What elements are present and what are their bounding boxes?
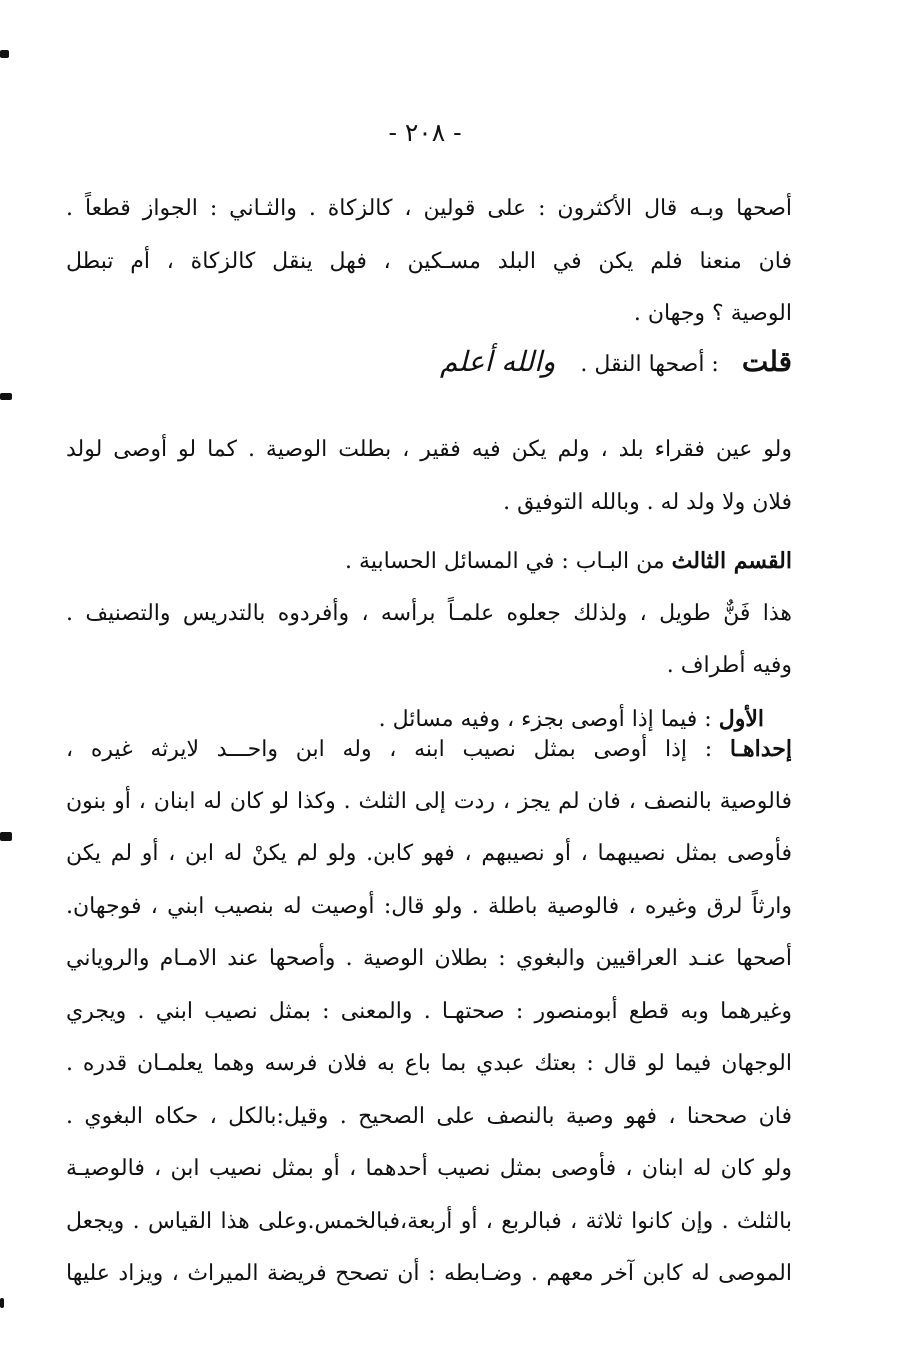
paragraph-1 <box>66 183 792 341</box>
section-three <box>66 535 792 745</box>
qult-paragraph <box>66 336 792 389</box>
text-line: ولو عين فقراء بلد ، ولم يكن فيه فقير ، بطلت الوصية . كما لو أوصى لولد <box>66 437 792 462</box>
main-body <box>66 723 792 1301</box>
text-line: فان منعنا فلم يكن في البلد مسـكين ، فهل ينقل كالزكاة ، أم تبطل <box>66 248 792 274</box>
text-line: هذا فَنٌّ طويل ، ولذلك جعلوه علمـاً برأسه ، وأفردوه بالتدريس والتصنيف . <box>66 600 792 626</box>
qult-text: : أصحها النقل . <box>580 352 719 377</box>
section-heading-title: القسم الثالث <box>671 548 792 574</box>
section-heading <box>66 535 792 588</box>
scan-margin-mark <box>0 393 12 400</box>
scan-margin-mark <box>0 1298 4 1308</box>
scan-margin-mark <box>0 832 12 841</box>
first-issue-text: : إذا أوصى بمثل نصيب ابنه ، وله ابن واحـــد لايرثه غيره ، <box>66 737 713 762</box>
allah-alam-phrase: والله أعلم <box>439 345 556 378</box>
text-line: الموصى له كابن آخر معهم . وضـابطه : أن تصحح فريضة الميراث ، ويزاد عليها <box>66 1261 792 1286</box>
qult-label: قلت <box>741 345 792 378</box>
text-line: فالوصية بالنصف ، فان لم يجز ، ردت إلى الثلث . وكذا لو كان له ابنان ، أو بنون <box>66 788 792 814</box>
text-line <box>66 723 792 776</box>
text-line: وارثاً لرق وغيره ، فالوصية باطلة . ولو قال: أوصيت له بنصيب ابني ، فوجهان. <box>66 893 792 919</box>
qult-line <box>66 336 792 389</box>
text-line: ولو كان له ابنان ، فأوصى بمثل نصيب أحدهما ، أو بمثل نصيب ابن ، فالوصيـة <box>66 1156 792 1181</box>
text-line: بالثلث . وإن كانوا ثلاثة ، فبالربع ، أو أربعة،فبالخمس.وعلى هذا القياس . ويجعل <box>66 1208 792 1234</box>
text-line: الوجهان فيما لو قال : بعتك عبدي بما باع به فلان فرسه وهما يعلمـان قدره . <box>66 1051 792 1076</box>
section-heading-rest: من البـاب : في المسائل الحسابية . <box>345 549 665 574</box>
text-line: أصحها عنـد العراقيين والبغوي : بطلان الوصية . وأصحها عند الامـام والروياني <box>66 946 792 971</box>
text-line: فلان ولا ولد له . وبالله التوفيق . <box>503 489 792 515</box>
paragraph-2 <box>66 424 792 529</box>
first-issue-label: إحداهـا <box>729 736 792 762</box>
scan-margin-mark <box>0 50 9 58</box>
text-line: وغيرهما وبه قطع أبومنصور : صحتهـا . والمعنى : بمثل نصيب ابني . ويجري <box>66 998 792 1024</box>
first-part-rest: : فيما إذا أوصى بجزء ، وفيه مسائل . <box>378 706 712 732</box>
first-part-label: الأول <box>718 705 764 732</box>
text-line: فأوصى بمثل نصيبهما ، أو نصيبهم ، فهو كابن. ولو لم يكنْ له ابن ، أو لم يكن <box>66 841 792 866</box>
text-line: أصحها وبـه قال الأكثرون : على قولين ، كالزكاة . والثـاني : الجواز قطعاً . <box>66 196 792 221</box>
text-line: فان صححنا ، فهو وصية بالنصف على الصحيح . وقيل:بالكل ، حكاه البغوي . <box>66 1103 792 1129</box>
text-line: الوصية ؟ وجهان . <box>633 301 792 326</box>
page-number: - ٢٠٨ - <box>388 118 462 147</box>
text-line: وفيه أطراف . <box>666 653 792 678</box>
